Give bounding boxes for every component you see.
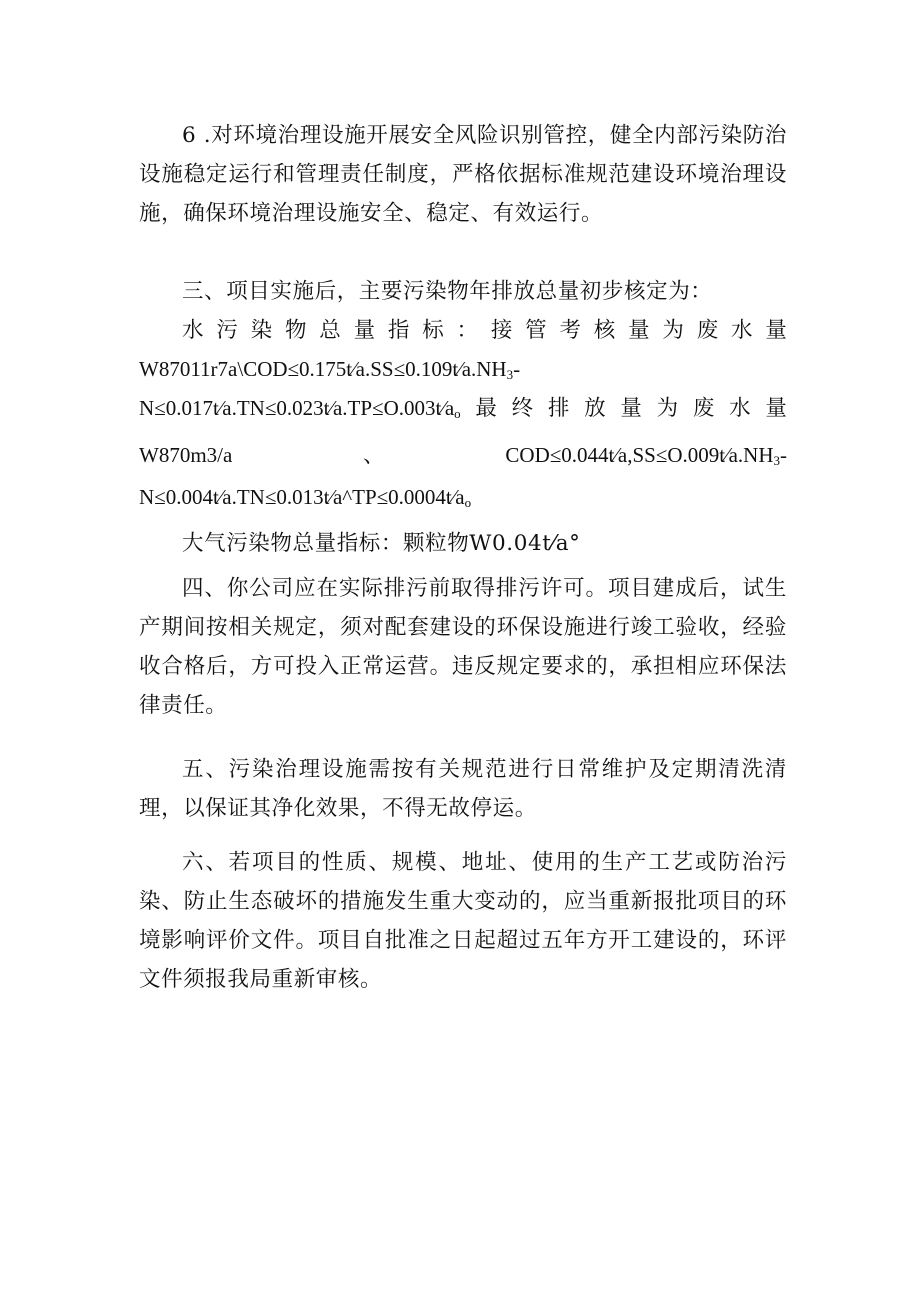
char: 水 xyxy=(182,318,204,343)
water-quota-line-1 xyxy=(182,311,787,350)
char: 为 xyxy=(662,318,684,343)
water-quota-text: N≤0.004t⁄a.TN≤0.013t⁄a^TP≤0.0004t⁄a xyxy=(139,485,465,509)
char: 物 xyxy=(284,318,307,343)
water-quota-values: N≤0.017t⁄a.TN≤0.023t⁄a.TP≤O.003t⁄a xyxy=(139,396,455,420)
char: 为 xyxy=(656,396,679,421)
char: 排 xyxy=(547,396,570,421)
subscript: 3 xyxy=(773,453,780,468)
char: 污 xyxy=(216,318,238,343)
separator: 、 xyxy=(363,443,385,468)
char: 总 xyxy=(319,318,341,343)
water-quota-text: COD≤0.044t⁄a,SS≤O.009t⁄a.NH xyxy=(505,443,774,467)
paragraph-section-6: 六、若项目的性质、规模、地址、使用的生产工艺或防治污染、防止生态破坏的措施发生重大变动的，应当重新报批项目的环境影响评价文件。项目自批准之日起超过五年方开工建设的，环评文件须报我局重新审核。 xyxy=(139,850,787,992)
paragraph-section-4: 四、你公司应在实际排污前取得排污许可。项目建成后，试生产期间按相关规定，须对配套建设的环保设施进行竣工验收，经验收合格后，方可投入正常运营。违反规定要求的，承担相应环保法律责任。 xyxy=(139,576,787,718)
water-volume: W870m3/a xyxy=(139,443,233,467)
char: 水 xyxy=(731,318,753,343)
paragraph-section-3: 三、项目实施后，主要污染物年排放总量初步核定为： xyxy=(182,279,713,304)
char: 量 xyxy=(765,396,787,421)
hyphen: - xyxy=(780,443,787,467)
char: 最 xyxy=(475,396,497,421)
char: 管 xyxy=(525,318,547,343)
char: 染 xyxy=(250,318,273,343)
char: 终 xyxy=(511,396,534,421)
char: ： xyxy=(456,318,479,343)
subscript: o xyxy=(464,495,472,510)
subscript: 3 xyxy=(506,367,514,382)
water-quota-text xyxy=(139,389,461,428)
water-quota-line-3 xyxy=(139,389,787,428)
char: 水 xyxy=(729,396,751,421)
water-quota-values xyxy=(505,436,787,475)
char: 量 xyxy=(353,318,376,343)
char: 量 xyxy=(765,318,787,343)
water-quota-text: W87011r7a\COD≤0.175t⁄a.SS≤0.109t⁄a.NH xyxy=(139,357,507,381)
paragraph-item-6: 6 .对环境治理设施开展安全风险识别管控，健全内部污染防治设施稳定运行和管理责任制度，严格依据标准规范建设环境治理设施，确保环境治理设施安全、稳定、有效运行。 xyxy=(139,123,787,226)
hyphen: - xyxy=(513,357,521,381)
char: 考 xyxy=(559,318,581,343)
char: 放 xyxy=(584,396,606,421)
char: 接 xyxy=(490,318,513,343)
char: 废 xyxy=(696,318,719,343)
subscript: o xyxy=(454,406,461,421)
water-quota-line-5 xyxy=(139,478,787,517)
air-quota-paragraph: 大气污染物总量指标：颗粒物W0.04t⁄a° xyxy=(182,531,581,556)
char: 量 xyxy=(620,396,642,421)
char: 指 xyxy=(387,318,410,343)
char: 标 xyxy=(422,318,444,343)
char: 核 xyxy=(593,318,616,343)
paragraph-section-5: 五、污染治理设施需按有关规范进行日常维护及定期清洗清理，以保证其净化效果，不得无故停运。 xyxy=(139,757,787,821)
char: 量 xyxy=(628,318,650,343)
char: 废 xyxy=(692,396,715,421)
water-quota-line-2 xyxy=(139,350,787,389)
